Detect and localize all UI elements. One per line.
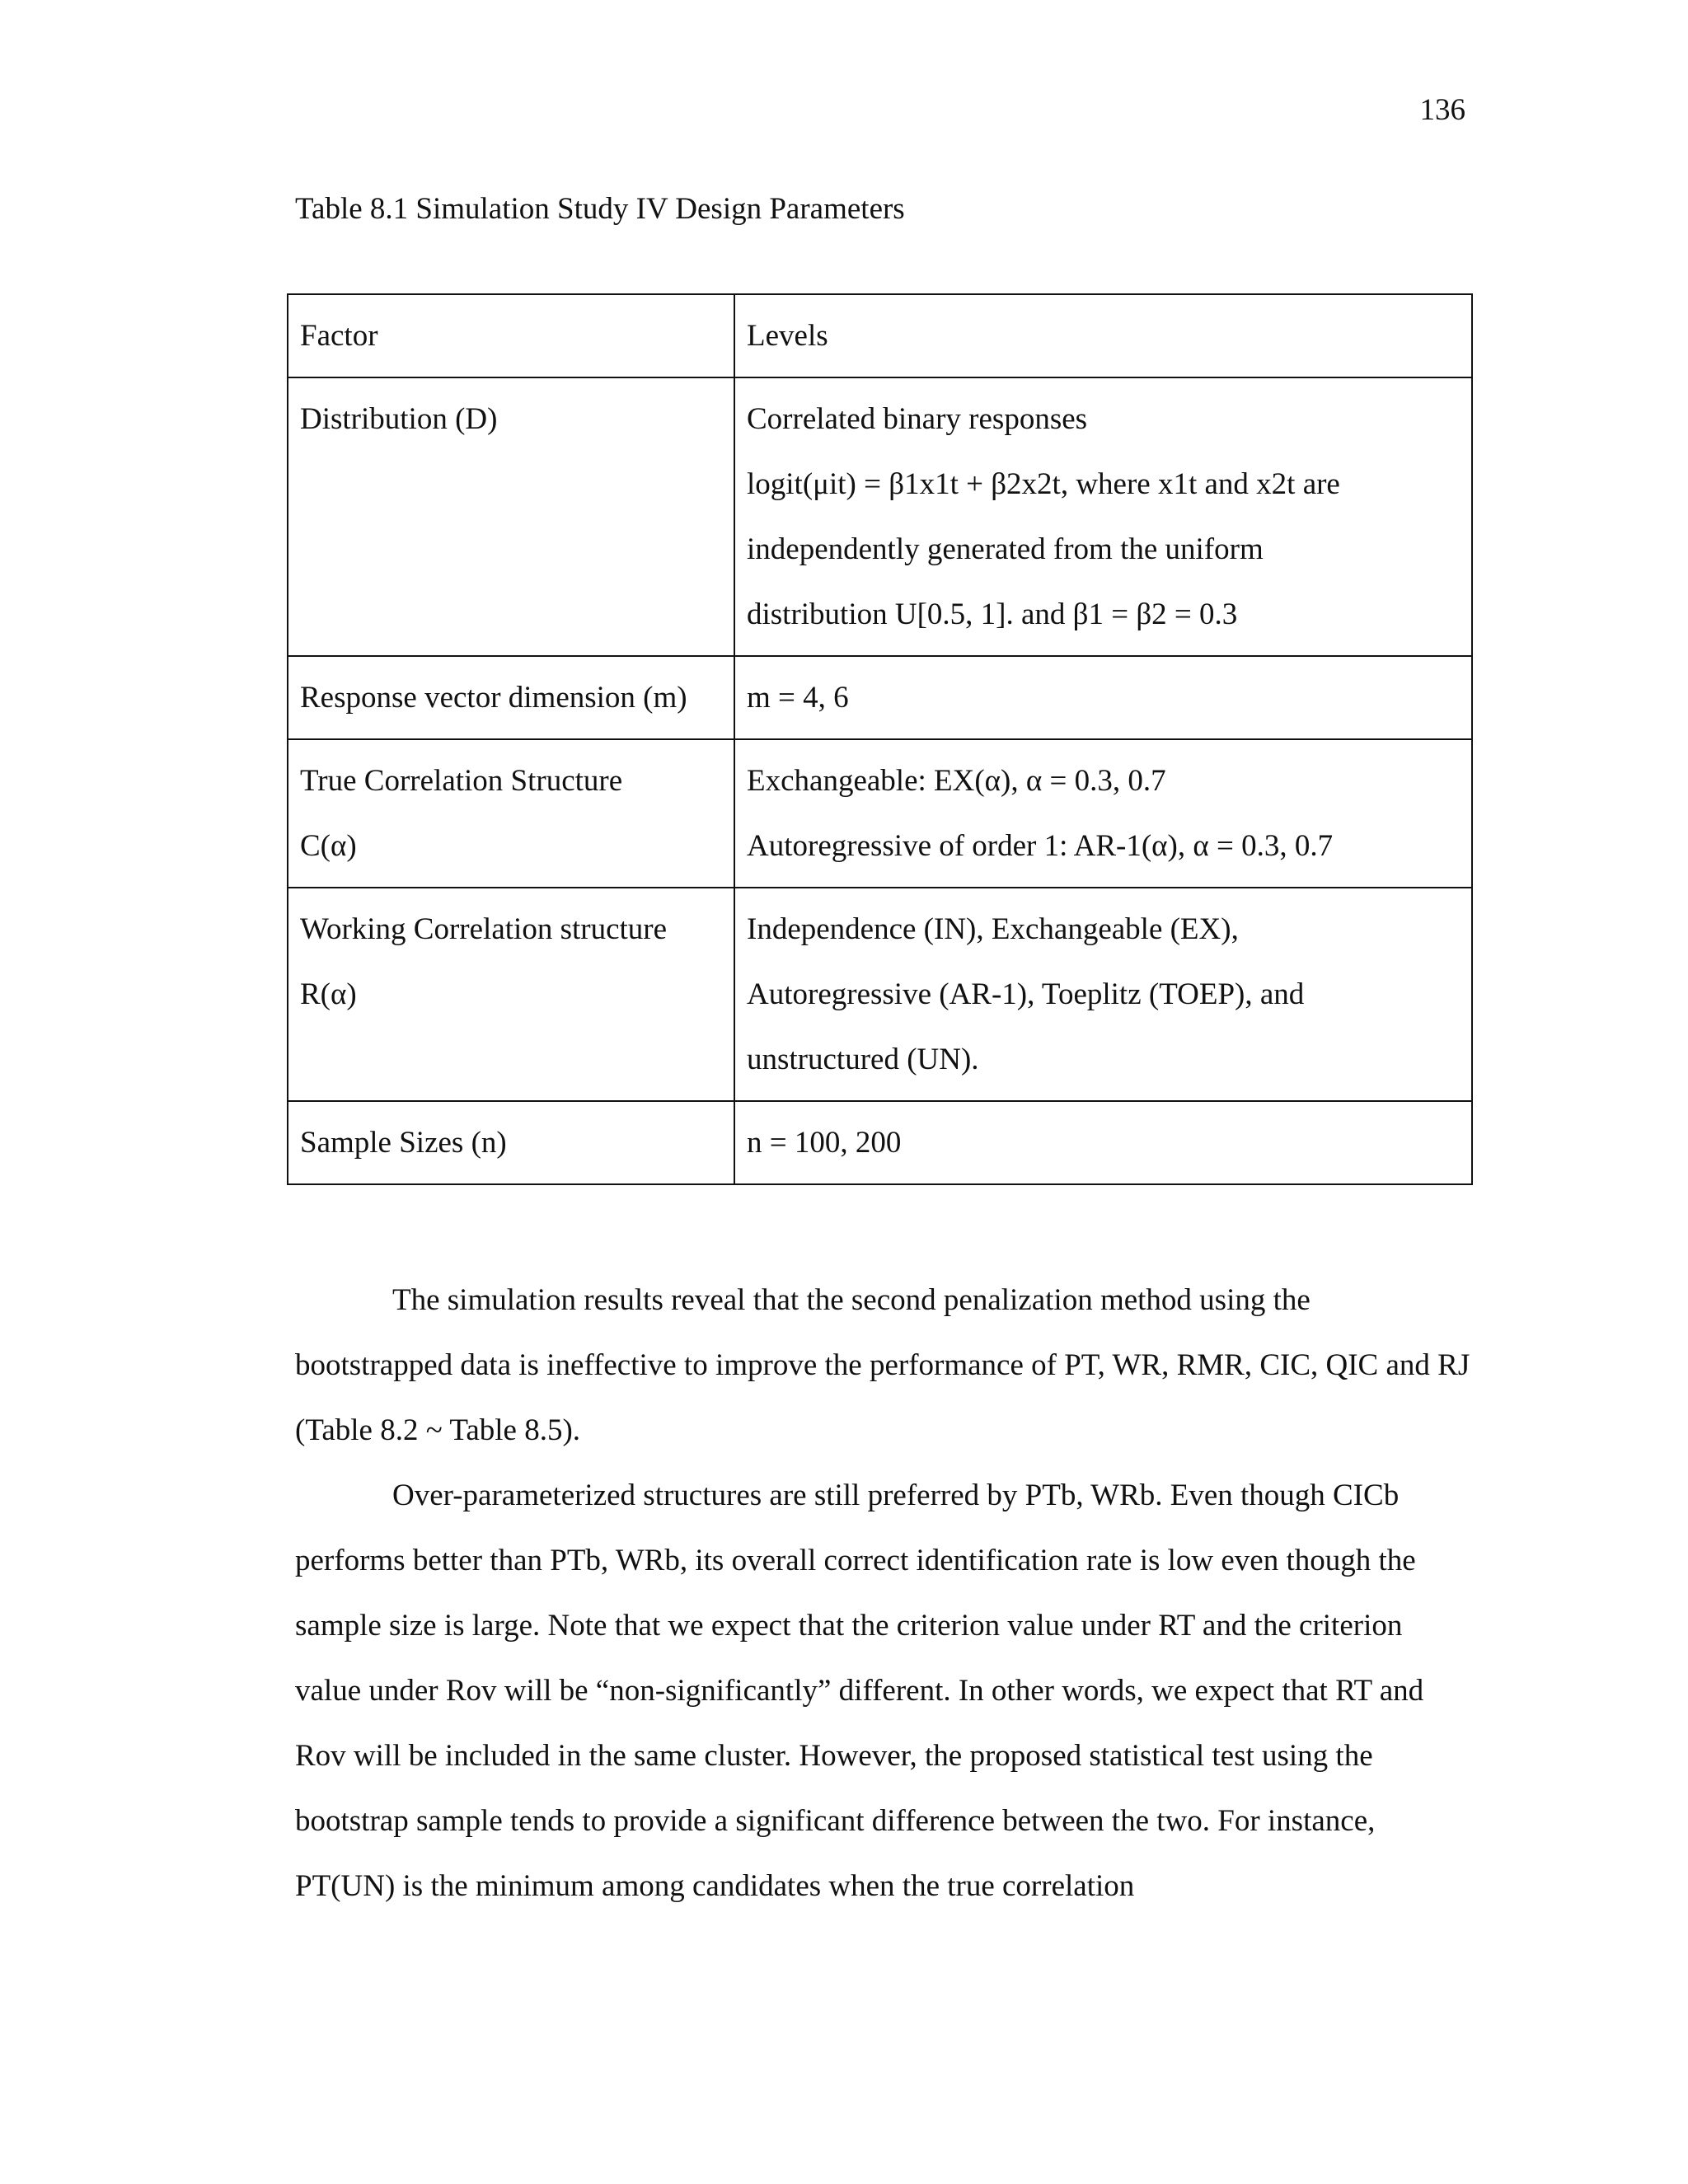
factor-line: Distribution (D): [300, 402, 498, 436]
level-line: Exchangeable: EX(α), α = 0.3, 0.7: [747, 764, 1166, 798]
factor-cell: [288, 1101, 734, 1184]
factor-line: R(α): [300, 977, 357, 1011]
level-line: Correlated binary responses: [747, 402, 1088, 436]
levels-cell: [734, 1101, 1472, 1184]
level-line: Independence (IN), Exchangeable (EX),: [747, 912, 1239, 946]
factor-cell: [288, 888, 734, 1101]
level-line: independently generated from the uniform: [747, 532, 1264, 566]
table-row: [288, 888, 1472, 1101]
level-line: unstructured (UN).: [747, 1043, 979, 1076]
paragraph: The simulation results reveal that the second penalization method using the bootstrapped data is ineffective to improve the performance of PT, WR, RMR, CIC, QIC and RJ (Table 8.2 ~ Table 8.5).: [295, 1283, 1470, 1447]
factor-cell: [288, 377, 734, 656]
table-row: [288, 656, 1472, 739]
table-row: [288, 377, 1472, 656]
factor-line: Sample Sizes (n): [300, 1126, 507, 1160]
factor-line: Response vector dimension (m): [300, 681, 687, 715]
design-parameters-table: [287, 293, 1473, 1185]
paragraph: Over-parameterized structures are still preferred by PTb, WRb. Even though CICb performs better than PTb, WRb, its overall correct identification rate is low even though the sample size is large. Note that we expect that the criterion value under RT and the criterion value under Rov will be “non-significantly” different. In other words, we expect that RT and Rov will be included in the same cluster. However, the proposed statistical test using the bootstrap sample tends to provide a significant difference between the two. For instance, PT(UN) is the minimum among candidates when the true correlation: [295, 1479, 1424, 1903]
level-line: n = 100, 200: [747, 1126, 902, 1160]
level-line: Autoregressive of order 1: AR-1(α), α = 0.3, 0.7: [747, 829, 1334, 863]
table-caption: Table 8.1 Simulation Study IV Design Parameters: [295, 192, 905, 226]
table-row: [288, 739, 1472, 888]
levels-cell: [734, 888, 1472, 1101]
level-line: m = 4, 6: [747, 681, 849, 715]
table-header-row: [288, 294, 1472, 377]
factor-cell: [288, 739, 734, 888]
factor-line: C(α): [300, 829, 357, 863]
factor-line: Working Correlation structure: [300, 912, 668, 946]
level-line: distribution U[0.5, 1]. and β1 = β2 = 0.3: [747, 598, 1238, 631]
levels-cell: [734, 739, 1472, 888]
factor-cell: [288, 656, 734, 739]
header-factor: Factor: [288, 294, 734, 377]
table-row: [288, 1101, 1472, 1184]
logit-formula-line: logit(μit) = β1x1t + β2x2t, where x1t and x2t are: [747, 467, 1340, 501]
body-text: [295, 1268, 1474, 1919]
levels-cell: [734, 377, 1472, 656]
levels-cell: [734, 656, 1472, 739]
page-number: 136: [1419, 93, 1465, 127]
level-line: Autoregressive (AR-1), Toeplitz (TOEP), and: [747, 977, 1305, 1011]
header-levels: Levels: [734, 294, 1472, 377]
factor-line: True Correlation Structure: [300, 764, 623, 798]
